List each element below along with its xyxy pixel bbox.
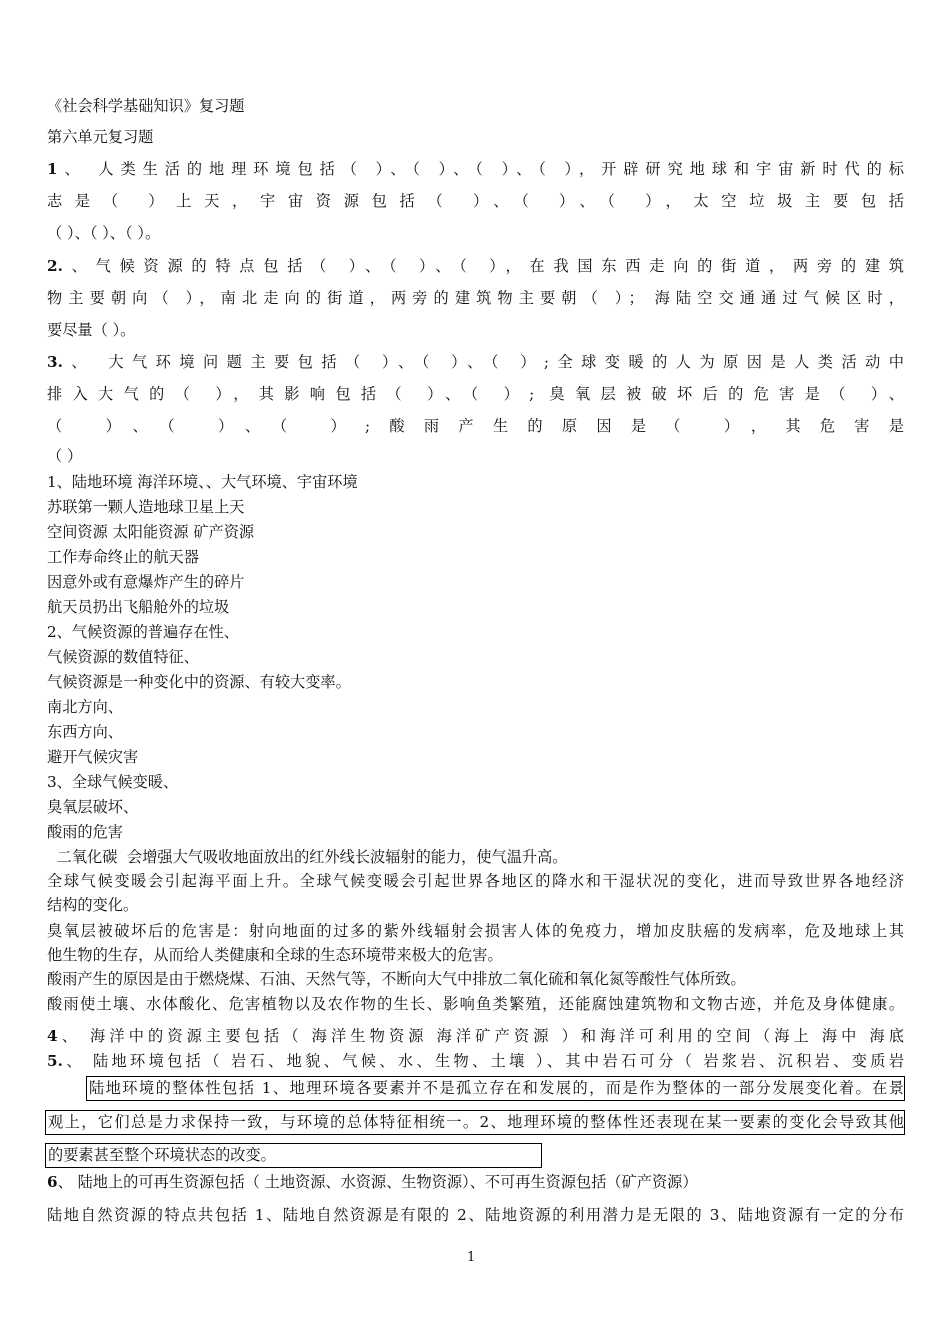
question-3-line-3: （ ）、（ ）、（ ）;酸雨产生的原因是（ ），其危害是 <box>47 417 904 435</box>
answer-line: 工作寿命终止的航天器 <box>47 548 199 566</box>
answer-line: 他生物的生存，从而给人类健康和全球的生态环境带来极大的危害。 <box>47 946 503 964</box>
question-4-line <box>47 1026 904 1046</box>
question-2-number: 2. <box>47 257 63 275</box>
land-resources-line: 陆地自然资源的特点共包括 1、陆地自然资源是有限的 2、陆地资源的利用潜力是无限的 3、陆地资源有一定的分布 <box>47 1206 904 1224</box>
question-3-line-2: 排入大气的（ ），其影响包括（ ）、（ ）; 臭氧层被破坏后的危害是（ ）、 <box>47 385 904 403</box>
answer-line: 2、气候资源的普遍存在性、 <box>47 623 239 641</box>
answer-line: 酸雨的危害 <box>47 823 123 841</box>
question-4-number: 4 <box>47 1027 58 1045</box>
answer-line: 3、全球气候变暖、 <box>47 773 179 791</box>
answer-line: 航天员扔出飞船舱外的垃圾 <box>47 598 230 616</box>
question-1-line-2: 志是（ ）上天，宇宙资源包括（ ）、（ ）、（ ），太空垃圾主要包括 <box>47 192 904 210</box>
answer-line: 结构的变化。 <box>47 896 139 914</box>
question-5-line <box>47 1051 904 1071</box>
unit-heading: 第六单元复习题 <box>47 128 154 146</box>
answer-line: 因意外或有意爆炸产生的碎片 <box>47 573 245 591</box>
question-6-number: 6 <box>47 1173 58 1191</box>
question-3-line-1 <box>47 352 904 372</box>
question-1-line-1 <box>47 159 904 179</box>
question-2-line-3: 要尽量（ ）。 <box>47 321 136 339</box>
answer-line: 南北方向、 <box>47 698 123 716</box>
answer-line: 全球气候变暖会引起海平面上升。全球气候变暖会引起世界各地区的降水和干湿状况的变化，进而导致世界各地经济 <box>47 872 904 890</box>
question-1-line-3: （ ）、（ ）、（ ）。 <box>47 224 161 242</box>
answer-line: 二氧化碳 会增强大气吸收地面放出的红外线长波辐射的能力，使气温升高。 <box>47 848 568 866</box>
question-2-text: 、气候资源的特点包括（ ）、（ ）、（ ），在我国东西走向的街道，两旁的建筑 <box>62 257 904 275</box>
question-3-number: 3. <box>47 353 63 371</box>
answer-line: 臭氧层被破坏后的危害是：射向地面的过多的紫外线辐射会损害人体的免疫力，增加皮肤癌的发病率，危及地球上其 <box>47 922 904 940</box>
boxed-text-line-1: 陆地环境的整体性包括 1、地理环境各要素并不是孤立存在和发展的，而是作为整体的一部分发展变化着。在景 <box>86 1076 905 1101</box>
boxed-text-line-2: 观上，它们总是力求保持一致，与环境的总体特征相统一。2、地理环境的整体性还表现在某一要素的变化会导致其他 <box>45 1110 905 1135</box>
answer-line: 气候资源是一种变化中的资源、有较大变率。 <box>47 673 351 691</box>
answer-line: 苏联第一颗人造地球卫星上天 <box>47 498 245 516</box>
question-1-text: 、 人类生活的地理环境包括（ ）、（ ）、（ ）、（ ），开辟研究地球和宇宙新时代的标 <box>57 160 904 178</box>
question-3-text: 、 大气环境问题主要包括（ ）、（ ）、（ ）;全球变暖的人为原因是人类活动中 <box>62 353 904 371</box>
answer-line: 酸雨使土壤、水体酸化、危害植物以及农作物的生长、影响鱼类繁殖，还能腐蚀建筑物和文物古迹，并危及身体健康。 <box>47 995 904 1013</box>
answer-line: 避开气候灾害 <box>47 748 139 766</box>
answer-line: 臭氧层破坏、 <box>47 798 139 816</box>
question-2-line-1 <box>47 256 904 276</box>
question-4-text: 、 海洋中的资源主要包括（ 海洋生物资源 海洋矿产资源 ）和海洋可利用的空间（海上 海中 海底 <box>57 1027 904 1045</box>
answer-line: 气候资源的数值特征、 <box>47 648 199 666</box>
page-number: 1 <box>467 1250 476 1265</box>
question-1-number: 1 <box>47 160 58 178</box>
question-5-number: 5. <box>47 1052 63 1070</box>
question-3-line-4: （ ） <box>47 447 83 465</box>
answer-line: 空间资源 太阳能资源 矿产资源 <box>47 523 255 541</box>
boxed-text-line-3: 的要素甚至整个环境状态的改变。 <box>45 1143 542 1168</box>
answer-line: 1、陆地环境 海洋环境、、大气环境、宇宙环境 <box>47 473 358 491</box>
question-5-text: 、 陆地环境包括（ 岩石、地貌、气候、水、生物、土壤 ）、其中岩石可分（ 岩浆岩、沉积岩、变质岩 <box>62 1052 904 1070</box>
answer-line: 东西方向、 <box>47 723 123 741</box>
question-6-line <box>47 1172 698 1192</box>
question-6-text: 、 陆地上的可再生资源包括（ 土地资源、水资源、生物资源）、不可再生资源包括（矿产资源） <box>57 1173 698 1191</box>
document-title: 《社会科学基础知识》复习题 <box>47 97 245 115</box>
question-2-line-2: 物主要朝向（ ），南北走向的街道，两旁的建筑物主要朝（ ）； 海陆空交通通过气候区时， <box>47 289 904 307</box>
answer-line: 酸雨产生的原因是由于燃烧煤、石油、天然气等，不断向大气中排放二氧化硫和氧化氮等酸性气体所致。 <box>47 970 746 988</box>
